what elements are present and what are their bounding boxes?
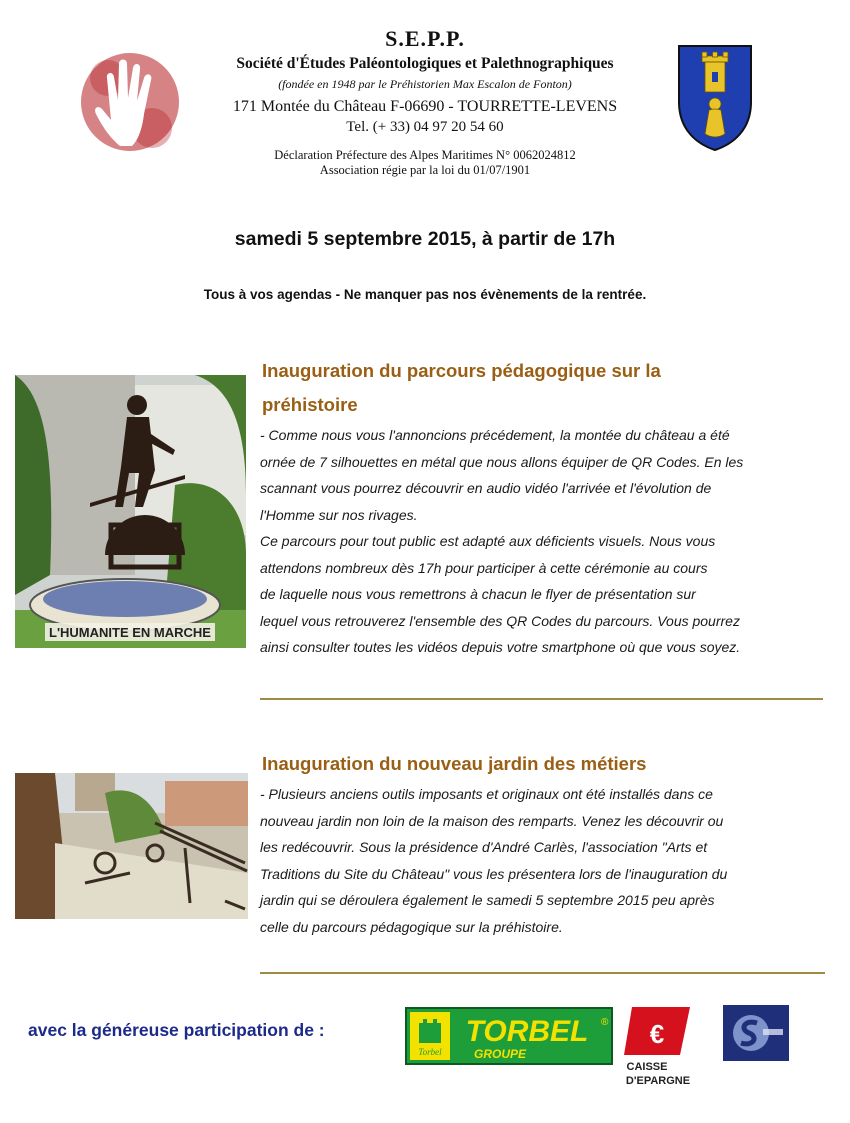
section1-divider <box>260 698 823 700</box>
sponsors-label: avec la généreuse participation de : <box>28 1020 325 1040</box>
svg-text:€: € <box>649 1019 665 1049</box>
section1-line: ornée de 7 silhouettes en métal que nous allons équiper de QR Codes. En les <box>260 453 744 470</box>
org-address: 171 Montée du Château F-06690 - TOURRETTE-LEVENS <box>232 98 618 115</box>
torbel-name: TORBEL <box>465 1015 589 1048</box>
section1-body <box>260 422 840 661</box>
section1-line: lequel vous retrouverez l'ensemble des QR Codes du parcours. Vous pourrez <box>260 612 740 629</box>
section1-line: - Comme nous vous l'annoncions précédement, la montée du château a été <box>260 427 730 443</box>
sepp-hand-logo <box>80 38 180 160</box>
statue-caption: L'HUMANITE EN MARCHE <box>49 625 211 640</box>
statue-photo <box>15 375 246 648</box>
section2-line: nouveau jardin non loin de la maison des remparts. Venez les découvrir ou <box>260 812 724 829</box>
section1-line: attendons nombreux dès 17h pour participer à cette cérémonie au cours <box>260 559 708 576</box>
section1-line: l'Homme sur nos rivages. <box>260 506 418 523</box>
section1-line: scannant vous pourrez découvrir en audio vidéo l'arrivée et l'évolution de <box>260 480 712 496</box>
org-founded: (fondée en 1948 par le Préhistorien Max Escalon de Fonton) <box>278 77 572 91</box>
torbel-registered: ® <box>601 1017 609 1028</box>
garden-photo <box>15 773 248 919</box>
section1-title-line2: préhistoire <box>262 394 358 415</box>
torbel-sub: GROUPE <box>473 1047 527 1061</box>
org-telephone: Tel. (+ 33) 04 97 20 54 60 <box>346 119 504 135</box>
event-date: samedi 5 septembre 2015, à partir de 17h <box>234 228 616 250</box>
section2-line: les redécouvrir. Sous la présidence d'André Carlès, l'association "Arts et <box>260 839 708 855</box>
section1-title <box>262 354 802 422</box>
org-declaration: Déclaration Préfecture des Alpes Maritimes N° 0062024812 <box>274 148 576 162</box>
section1-line: ainsi consulter toutes les vidéos depuis votre smartphone où que vous soyez. <box>260 639 741 655</box>
torbel-logo <box>405 1007 613 1065</box>
section2-line: celle du parcours pédagogique sur la préhistoire. <box>260 918 563 935</box>
org-name: Société d'Études Paléontologiques et Palethnographiques <box>236 55 614 72</box>
caisse-epargne-logo <box>620 1003 705 1091</box>
tourrette-levens-coat-of-arms <box>675 42 755 154</box>
org-association: Association régie par la loi du 01/07/1901 <box>319 163 531 177</box>
torbel-mark: Torbel <box>418 1047 442 1057</box>
section1-title-line1: Inauguration du parcours pédagogique sur la <box>262 360 661 381</box>
section1-line: Ce parcours pour tout public est adapté aux déficients visuels. Nous vous <box>260 533 716 549</box>
section2-line: Traditions du Site du Château" vous les présentera lors de l'inauguration du <box>260 865 728 882</box>
org-acronym: S.E.P.P. <box>385 26 465 51</box>
section1-line: de laquelle nous vous remettrons à chacun le flyer de présentation sur <box>260 586 696 602</box>
section2-line: - Plusieurs anciens outils imposants et originaux ont été installés dans ce <box>260 786 713 802</box>
caisse-line1: CAISSE <box>626 1061 668 1073</box>
section2-body <box>260 781 840 940</box>
caisse-line2: D'EPARGNE <box>625 1075 691 1087</box>
section2-line: jardin qui se déroulera également le samedi 5 septembre 2015 peu après <box>260 892 715 908</box>
section2-title: Inauguration du nouveau jardin des métiers <box>262 753 647 774</box>
tagline: Tous à vos agendas - Ne manquer pas nos évènements de la rentrée. <box>203 287 647 302</box>
section2-divider <box>260 972 825 974</box>
sponsor-emblem-logo <box>723 1005 789 1061</box>
